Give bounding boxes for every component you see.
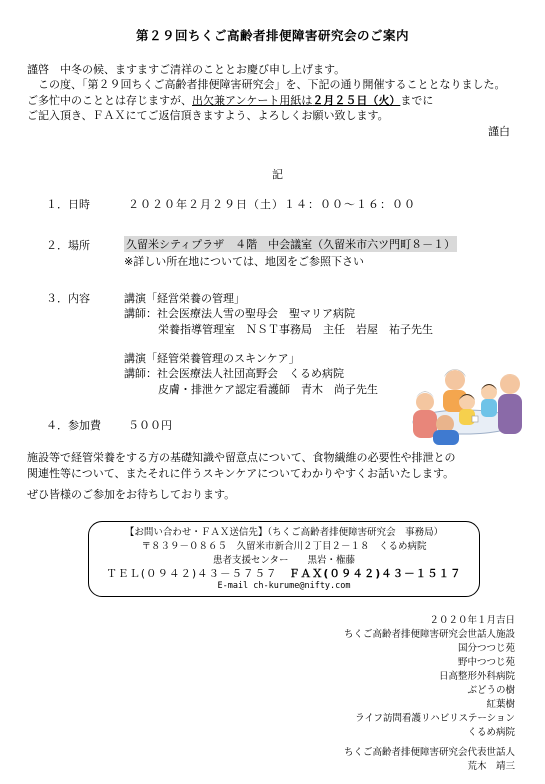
content-label: ３．内容 (46, 292, 90, 305)
contact-fax: ＦＡＸ(０９４２)４３－１５１７ (289, 568, 462, 580)
lecture-1-title: 講演「経営栄養の管理」 (124, 292, 245, 305)
contact-tel: ＴＥＬ(０９４２)４３－５７５７ (106, 568, 278, 580)
footer-member-6: ライフ訪問看護リハビリステーション (355, 713, 515, 724)
lecture-2-speaker: 講師：社会医療法人社団高野会 くるめ病院 (124, 367, 344, 380)
fee-value: ５００円 (128, 419, 172, 432)
place-note: ※詳しい所在地については、地図をご参照下さい (124, 255, 364, 268)
closing-text: 謹白 (488, 125, 510, 138)
contact-header: 【お問い合わせ・ＦＡＸ送信先】（ちくご高齢者排便障害研究会 事務局） (124, 527, 444, 538)
description-line-3: ぜひ皆様のご参加をお待ちしております。 (27, 488, 236, 501)
greeting-line-3-suffix: までに (400, 94, 434, 107)
footer-member-2: 野中つつじ苑 (457, 657, 515, 668)
footer-member-3: 日高整形外科病院 (438, 671, 515, 682)
greeting-line-3 (27, 93, 433, 108)
greeting-line-1: 謹啓 中冬の候、ますますご清祥のこととお慶び申し上げます。 (27, 63, 346, 76)
place-value: 久留米シティプラザ ４階 中会議室（久留米市六ツ門町８－１） (126, 238, 456, 251)
contact-email[interactable]: E-mail ch-kurume@nifty.com (217, 581, 351, 591)
greeting-line-4: ご記入頂き、ＦＡＸにてご返信頂きますよう、よろしくお願い致します。 (27, 109, 389, 122)
lecture-2-speaker-2: 皮膚・排泄ケア認定看護師 青木 尚子先生 (158, 383, 378, 396)
footer-date: ２０２０年１月吉日 (429, 615, 515, 626)
footer-rep-name: 荒木 靖三 (467, 761, 515, 772)
contact-address: 〒８３９－０８６５ 久留米市新合川２丁目２－１８ くるめ病院 (141, 541, 427, 552)
deadline-date: ２月２５日（火） (312, 94, 401, 107)
greeting-line-2: この度、「第２９回ちくご高齢者排便障害研究会」を、下記の通り開催することとなりました。 (27, 78, 506, 91)
fee-label: ４．参加費 (46, 419, 101, 432)
footer-member-1: 国分つつじ苑 (457, 643, 515, 654)
place-label: ２．場所 (46, 239, 90, 252)
family-illustration (403, 350, 528, 445)
description-line-2: 関連性等について、またそれに伴うスキンケアについてわかりやすくお話いたします。 (27, 467, 455, 480)
lecture-1-speaker: 講師：社会医療法人雪の聖母会 聖マリア病院 (124, 307, 355, 320)
footer-rep-title: ちくご高齢者排便障害研究会代表世話人 (343, 747, 515, 758)
footer-member-4: ぶどうの樹 (467, 685, 515, 696)
footer-member-7: くるめ病院 (467, 727, 515, 738)
contact-box (88, 521, 480, 597)
deadline-text: 出欠兼アンケート用紙は２月２５日（火） (192, 94, 401, 107)
lecture-1-speaker-2: 栄養指導管理室 ＮＳＴ事務局 主任 岩屋 祐子先生 (158, 323, 433, 336)
contact-phone (89, 566, 479, 581)
date-value: ２０２０年２月２９日（土）１４：００～１６：００ (128, 198, 416, 211)
page-title: 第２９回ちくご高齢者排便障害研究会のご案内 (135, 28, 409, 43)
footer-org: ちくご高齢者排便障害研究会世話人施設 (343, 629, 515, 640)
contact-persons: 患者支援センター 黒岩・権藤 (212, 555, 356, 566)
greeting-line-3-prefix: ご多忙中のこととは存じますが、 (27, 94, 192, 107)
ki-heading: 記 (272, 168, 283, 181)
lecture-2-title: 講演「経管栄養管理のスキンケア」 (124, 352, 300, 365)
description-line-1: 施設等で経管栄養をする方の基礎知識や留意点について、食物繊維の必要性や排泄との (27, 451, 456, 464)
footer-member-5: 紅葉樹 (486, 699, 515, 710)
date-label: １．日時 (46, 198, 90, 211)
